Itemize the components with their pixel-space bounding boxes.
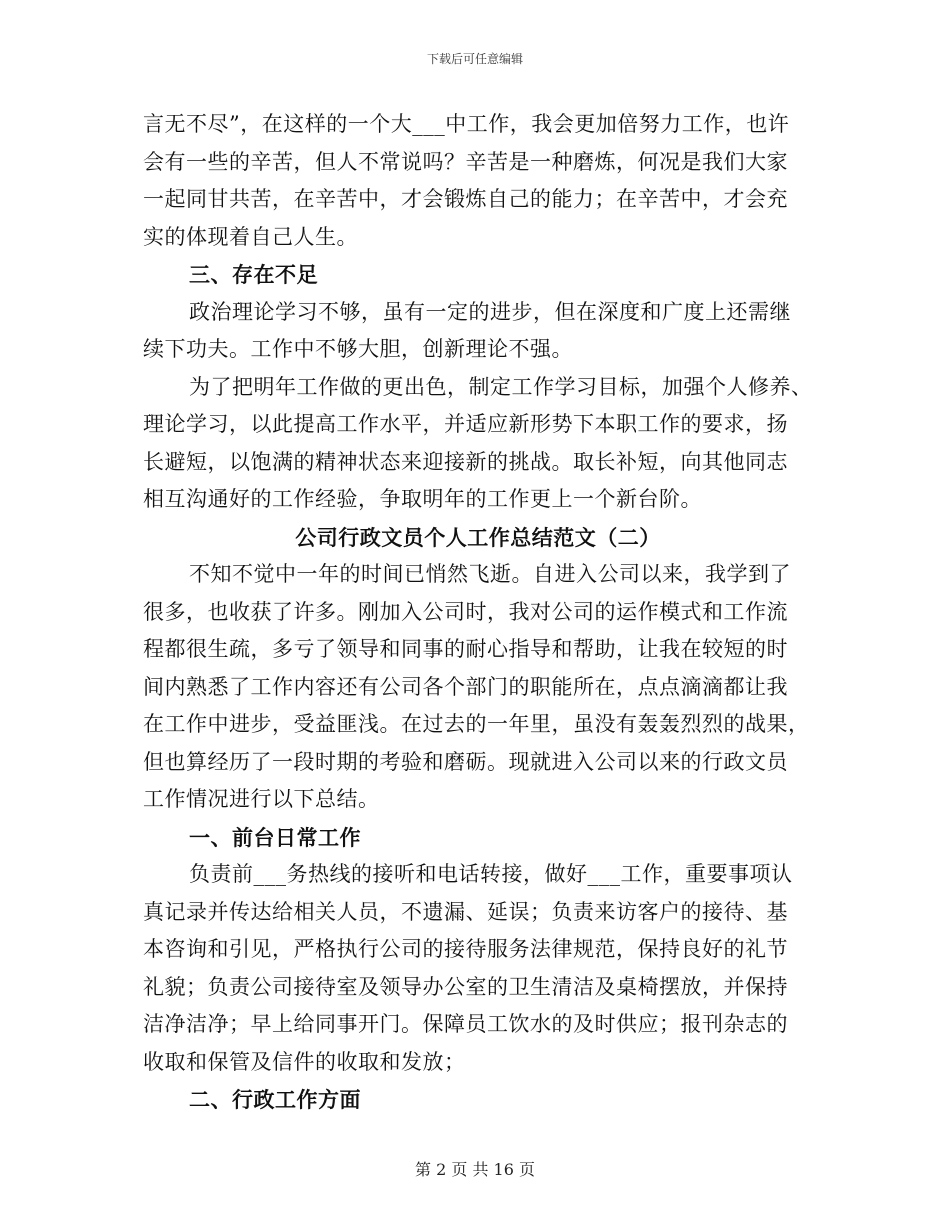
paragraph-line: 不知不觉中一年的时间已悄然飞逝。自进入公司以来，我学到了: [189, 562, 791, 586]
paragraph-line: 间内熟悉了工作内容还有公司各个部门的职能所在，点点滴滴都让我: [143, 674, 788, 699]
paragraph-line: 本咨询和引见，严格执行公司的接待服务法律规范，保持良好的礼节: [143, 937, 788, 961]
paragraph-line: 工作情况进行以下总结。: [143, 787, 380, 811]
paragraph-line: 负责前___务热线的接听和电话转接，做好___工作，重要事项认: [189, 862, 793, 886]
page-footer: 第 2 页 共 16 页: [415, 1160, 535, 1179]
paragraph-line: 实的体现着自己人生。: [143, 224, 358, 249]
paragraph-line: 礼貌；负责公司接待室及领导办公室的卫生清洁及桌椅摆放，并保持: [143, 974, 788, 999]
paragraph-line: 真记录并传达给相关人员，不遗漏、延误；负责来访客户的接待、基: [143, 899, 788, 924]
paragraph-line: 一起同甘共苦，在辛苦中，才会锻炼自己的能力；在辛苦中，才会充: [143, 187, 788, 211]
paragraph-line: 收取和保管及信件的收取和发放；: [143, 1049, 466, 1074]
section-heading-admin-work: 二、行政工作方面: [189, 1087, 361, 1112]
paragraph-line: 洁净洁净；早上给同事开门。保障员工饮水的及时供应；报刊杂志的: [143, 1012, 788, 1036]
paragraph-line: 续下功夫。工作中不够大胆，创新理论不强。: [143, 337, 573, 361]
paragraph-line: 政治理论学习不够，虽有一定的进步，但在深度和广度上还需继: [189, 299, 791, 324]
paragraph-line: 程都很生疏，多亏了领导和同事的耐心指导和帮助，让我在较短的时: [143, 637, 788, 661]
paragraph-line: 会有一些的辛苦，但人不常说吗？辛苦是一种磨炼，何况是我们大家: [143, 149, 788, 174]
document-body: [143, 106, 813, 1119]
paragraph-line: 在工作中进步，受益匪浅。在过去的一年里，虽没有轰轰烈烈的战果，: [143, 712, 810, 736]
article-title: 公司行政文员个人工作总结范文（二）: [295, 524, 661, 550]
paragraph-line: 相互沟通好的工作经验，争取明年的工作更上一个新台阶。: [143, 487, 702, 511]
paragraph-line: 很多，也收获了许多。刚加入公司时，我对公司的运作模式和工作流: [143, 599, 788, 624]
paragraph-line: 理论学习，以此提高工作水平，并适应新形势下本职工作的要求，扬: [143, 412, 788, 436]
paragraph-line: 为了把明年工作做的更出色，制定工作学习目标，加强个人修养、: [189, 374, 813, 399]
paragraph-line: 言无不尽”，在这样的一个大___中工作，我会更加倍努力工作，也许: [143, 112, 790, 136]
paragraph-line: 但也算经历了一段时期的考验和磨砺。现就进入公司以来的行政文员: [143, 749, 788, 774]
section-heading-front-desk: 一、前台日常工作: [189, 824, 361, 850]
section-heading-shortcomings: 三、存在不足: [189, 262, 318, 287]
paragraph-line: 长避短，以饱满的精神状态来迎接新的挑战。取长补短，向其他同志: [143, 449, 788, 474]
page-header: 下载后可任意编辑: [426, 52, 523, 66]
